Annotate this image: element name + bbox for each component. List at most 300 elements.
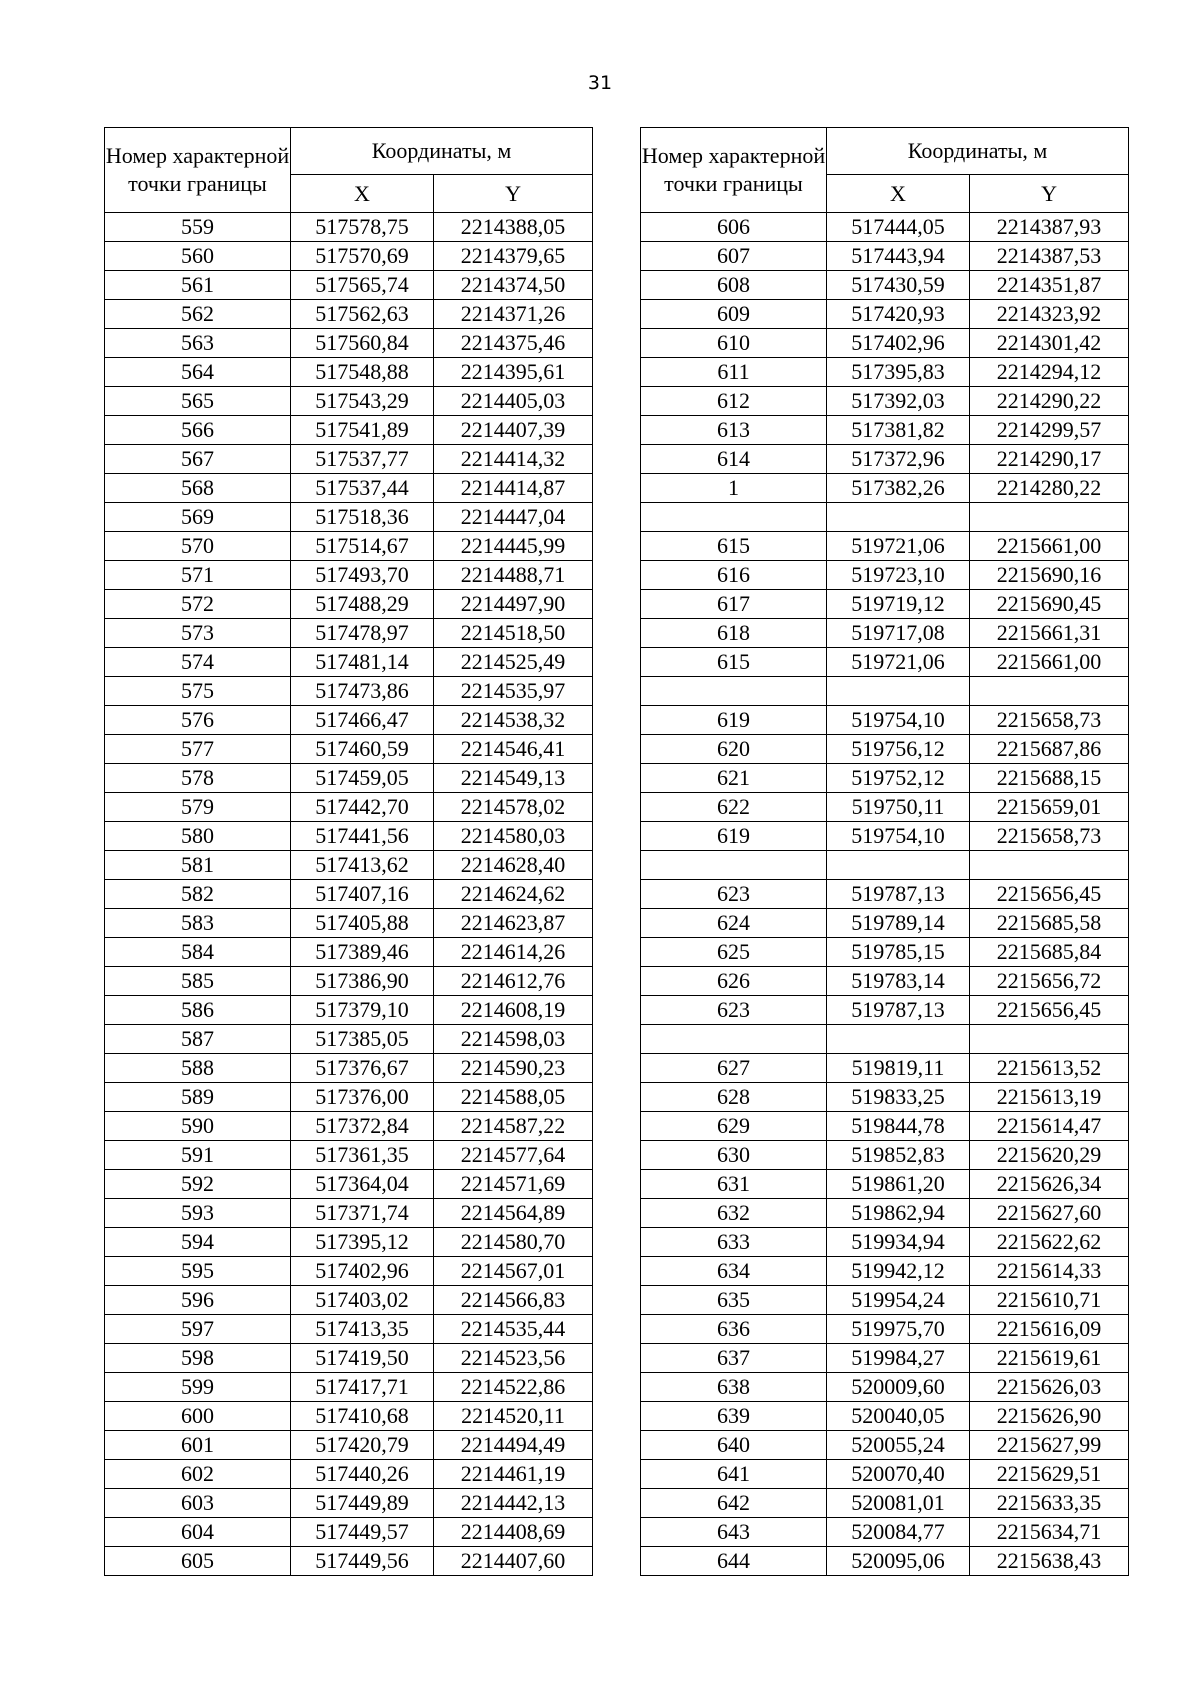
table-row [641, 619, 1129, 648]
y-coordinate-cell: 2215614,47 [970, 1112, 1129, 1141]
table-row [105, 1083, 593, 1112]
y-coordinate-cell: 2214523,56 [434, 1344, 593, 1373]
x-coordinate-cell: 519934,94 [827, 1228, 970, 1257]
y-coordinate-cell: 2214538,32 [434, 706, 593, 735]
column-header-x: X [827, 175, 970, 213]
y-coordinate-cell: 2214580,70 [434, 1228, 593, 1257]
table-body-left [105, 213, 593, 1576]
table-row [641, 1112, 1129, 1141]
x-coordinate-cell: 517392,03 [827, 387, 970, 416]
table-row [641, 1083, 1129, 1112]
point-number-cell: 582 [105, 880, 291, 909]
point-number-cell: 575 [105, 677, 291, 706]
x-coordinate-cell: 517466,47 [291, 706, 434, 735]
table-row [105, 213, 593, 242]
column-header-x: X [291, 175, 434, 213]
x-coordinate-cell: 517562,63 [291, 300, 434, 329]
column-header-point-number: Номер характерной точки границы [105, 128, 291, 213]
x-coordinate-cell: 519819,11 [827, 1054, 970, 1083]
point-number-cell: 592 [105, 1170, 291, 1199]
y-coordinate-cell: 2214488,71 [434, 561, 593, 590]
table-separator-row [641, 1025, 1129, 1054]
x-coordinate-cell: 517413,62 [291, 851, 434, 880]
table-row [641, 445, 1129, 474]
point-number-cell: 568 [105, 474, 291, 503]
x-coordinate-cell: 517518,36 [291, 503, 434, 532]
table-row [641, 735, 1129, 764]
table-row [105, 1228, 593, 1257]
point-number-cell: 624 [641, 909, 827, 938]
x-coordinate-cell: 517443,94 [827, 242, 970, 271]
y-coordinate-cell: 2214408,69 [434, 1518, 593, 1547]
point-number-cell: 616 [641, 561, 827, 590]
point-number-cell: 633 [641, 1228, 827, 1257]
point-number-cell: 628 [641, 1083, 827, 1112]
point-number-cell: 596 [105, 1286, 291, 1315]
y-coordinate-cell: 2214387,93 [970, 213, 1129, 242]
y-coordinate-cell: 2214351,87 [970, 271, 1129, 300]
table-row [641, 271, 1129, 300]
point-number-cell: 576 [105, 706, 291, 735]
x-coordinate-cell: 517385,05 [291, 1025, 434, 1054]
y-coordinate-cell: 2215626,34 [970, 1170, 1129, 1199]
y-coordinate-cell: 2214445,99 [434, 532, 593, 561]
point-number-cell: 570 [105, 532, 291, 561]
x-coordinate-cell [827, 677, 970, 706]
column-header-y: Y [434, 175, 593, 213]
table-row [641, 1518, 1129, 1547]
y-coordinate-cell: 2214525,49 [434, 648, 593, 677]
y-coordinate-cell: 2215690,16 [970, 561, 1129, 590]
point-number-cell: 563 [105, 329, 291, 358]
y-coordinate-cell: 2214290,17 [970, 445, 1129, 474]
point-number-cell [641, 503, 827, 532]
table-row [641, 1199, 1129, 1228]
point-number-cell: 581 [105, 851, 291, 880]
point-number-cell: 595 [105, 1257, 291, 1286]
x-coordinate-cell: 519754,10 [827, 706, 970, 735]
y-coordinate-cell: 2215629,51 [970, 1460, 1129, 1489]
point-number-cell: 584 [105, 938, 291, 967]
table-row [105, 1025, 593, 1054]
x-coordinate-cell: 517430,59 [827, 271, 970, 300]
y-coordinate-cell: 2214494,49 [434, 1431, 593, 1460]
y-coordinate-cell: 2214290,22 [970, 387, 1129, 416]
x-coordinate-cell: 517442,70 [291, 793, 434, 822]
x-coordinate-cell: 517449,56 [291, 1547, 434, 1576]
table-row [641, 416, 1129, 445]
point-number-cell: 611 [641, 358, 827, 387]
table-row [105, 996, 593, 1025]
x-coordinate-cell: 517379,10 [291, 996, 434, 1025]
point-number-cell: 569 [105, 503, 291, 532]
y-coordinate-cell: 2214549,13 [434, 764, 593, 793]
point-number-cell: 626 [641, 967, 827, 996]
x-coordinate-cell: 517444,05 [827, 213, 970, 242]
y-coordinate-cell [970, 677, 1129, 706]
table-row [105, 387, 593, 416]
table-row [105, 1344, 593, 1373]
x-coordinate-cell: 517381,82 [827, 416, 970, 445]
y-coordinate-cell: 2215685,58 [970, 909, 1129, 938]
point-number-cell: 599 [105, 1373, 291, 1402]
y-coordinate-cell [970, 851, 1129, 880]
x-coordinate-cell: 517537,44 [291, 474, 434, 503]
table-row [105, 1518, 593, 1547]
table-row [641, 590, 1129, 619]
point-number-cell: 573 [105, 619, 291, 648]
x-coordinate-cell: 519723,10 [827, 561, 970, 590]
y-coordinate-cell: 2215614,33 [970, 1257, 1129, 1286]
x-coordinate-cell: 517372,96 [827, 445, 970, 474]
point-number-cell: 607 [641, 242, 827, 271]
table-row [105, 1170, 593, 1199]
point-number-cell: 639 [641, 1402, 827, 1431]
table-row [641, 938, 1129, 967]
table-row [641, 967, 1129, 996]
x-coordinate-cell [827, 503, 970, 532]
table-row [105, 1373, 593, 1402]
table-row [105, 909, 593, 938]
y-coordinate-cell: 2215656,45 [970, 996, 1129, 1025]
y-coordinate-cell: 2214578,02 [434, 793, 593, 822]
point-number-cell: 623 [641, 880, 827, 909]
point-number-cell: 625 [641, 938, 827, 967]
point-number-cell: 632 [641, 1199, 827, 1228]
x-coordinate-cell: 517382,26 [827, 474, 970, 503]
point-number-cell: 559 [105, 213, 291, 242]
y-coordinate-cell: 2214546,41 [434, 735, 593, 764]
point-number-cell: 619 [641, 822, 827, 851]
point-number-cell: 617 [641, 590, 827, 619]
y-coordinate-cell: 2214587,22 [434, 1112, 593, 1141]
point-number-cell: 586 [105, 996, 291, 1025]
y-coordinate-cell: 2215620,29 [970, 1141, 1129, 1170]
y-coordinate-cell: 2214294,12 [970, 358, 1129, 387]
table-row [105, 938, 593, 967]
point-number-cell: 619 [641, 706, 827, 735]
x-coordinate-cell: 517389,46 [291, 938, 434, 967]
y-coordinate-cell: 2214564,89 [434, 1199, 593, 1228]
table-row [105, 1489, 593, 1518]
x-coordinate-cell: 517386,90 [291, 967, 434, 996]
x-coordinate-cell: 517481,14 [291, 648, 434, 677]
table-row [105, 1141, 593, 1170]
table-body-right [641, 213, 1129, 1576]
y-coordinate-cell: 2214414,32 [434, 445, 593, 474]
column-header-coordinates: Координаты, м [291, 128, 593, 175]
x-coordinate-cell: 517440,26 [291, 1460, 434, 1489]
y-coordinate-cell: 2215661,00 [970, 648, 1129, 677]
point-number-cell: 613 [641, 416, 827, 445]
table-row [641, 300, 1129, 329]
x-coordinate-cell: 517413,35 [291, 1315, 434, 1344]
point-number-cell: 620 [641, 735, 827, 764]
y-coordinate-cell: 2215613,19 [970, 1083, 1129, 1112]
x-coordinate-cell [827, 1025, 970, 1054]
x-coordinate-cell: 517478,97 [291, 619, 434, 648]
x-coordinate-cell: 520081,01 [827, 1489, 970, 1518]
x-coordinate-cell: 517460,59 [291, 735, 434, 764]
x-coordinate-cell: 517420,79 [291, 1431, 434, 1460]
y-coordinate-cell: 2215627,99 [970, 1431, 1129, 1460]
x-coordinate-cell: 517361,35 [291, 1141, 434, 1170]
column-header-y: Y [970, 175, 1129, 213]
table-row [641, 1402, 1129, 1431]
table-row [105, 1315, 593, 1344]
page-number: 31 [587, 72, 613, 94]
y-coordinate-cell: 2214414,87 [434, 474, 593, 503]
x-coordinate-cell: 517441,56 [291, 822, 434, 851]
x-coordinate-cell: 519719,12 [827, 590, 970, 619]
x-coordinate-cell: 517565,74 [291, 271, 434, 300]
y-coordinate-cell: 2215627,60 [970, 1199, 1129, 1228]
point-number-cell: 594 [105, 1228, 291, 1257]
point-number-cell: 588 [105, 1054, 291, 1083]
point-number-cell: 636 [641, 1315, 827, 1344]
x-coordinate-cell: 517395,12 [291, 1228, 434, 1257]
x-coordinate-cell: 519721,06 [827, 532, 970, 561]
y-coordinate-cell: 2214371,26 [434, 300, 593, 329]
point-number-cell: 597 [105, 1315, 291, 1344]
point-number-cell: 601 [105, 1431, 291, 1460]
y-coordinate-cell: 2214299,57 [970, 416, 1129, 445]
table-row [105, 242, 593, 271]
x-coordinate-cell: 519862,94 [827, 1199, 970, 1228]
y-coordinate-cell: 2214624,62 [434, 880, 593, 909]
table-row [105, 793, 593, 822]
point-number-cell: 609 [641, 300, 827, 329]
point-number-cell: 618 [641, 619, 827, 648]
table-row [641, 358, 1129, 387]
table-row [105, 822, 593, 851]
point-number-cell: 574 [105, 648, 291, 677]
point-number-cell: 562 [105, 300, 291, 329]
table-row [641, 1344, 1129, 1373]
column-header-point-number: Номер характерной точки границы [641, 128, 827, 213]
y-coordinate-cell: 2214497,90 [434, 590, 593, 619]
x-coordinate-cell: 517376,00 [291, 1083, 434, 1112]
table-row [105, 590, 593, 619]
x-coordinate-cell: 519942,12 [827, 1257, 970, 1286]
table-row [641, 387, 1129, 416]
table-row [641, 1547, 1129, 1576]
point-number-cell: 622 [641, 793, 827, 822]
table-row [641, 793, 1129, 822]
x-coordinate-cell: 517514,67 [291, 532, 434, 561]
y-coordinate-cell: 2214447,04 [434, 503, 593, 532]
x-coordinate-cell: 519787,13 [827, 996, 970, 1025]
y-coordinate-cell: 2214580,03 [434, 822, 593, 851]
x-coordinate-cell: 517420,93 [827, 300, 970, 329]
y-coordinate-cell: 2214566,83 [434, 1286, 593, 1315]
table-row [641, 996, 1129, 1025]
point-number-cell: 623 [641, 996, 827, 1025]
point-number-cell: 587 [105, 1025, 291, 1054]
column-header-coordinates: Координаты, м [827, 128, 1129, 175]
x-coordinate-cell: 517493,70 [291, 561, 434, 590]
point-number-cell: 602 [105, 1460, 291, 1489]
y-coordinate-cell [970, 503, 1129, 532]
table-row [105, 1286, 593, 1315]
x-coordinate-cell: 520040,05 [827, 1402, 970, 1431]
point-number-cell: 567 [105, 445, 291, 474]
point-number-cell: 610 [641, 329, 827, 358]
y-coordinate-cell: 2215656,45 [970, 880, 1129, 909]
point-number-cell: 600 [105, 1402, 291, 1431]
x-coordinate-cell: 517410,68 [291, 1402, 434, 1431]
y-coordinate-cell: 2214407,60 [434, 1547, 593, 1576]
table-row [641, 880, 1129, 909]
x-coordinate-cell: 519984,27 [827, 1344, 970, 1373]
table-row [641, 329, 1129, 358]
table-row [641, 1286, 1129, 1315]
y-coordinate-cell: 2214577,64 [434, 1141, 593, 1170]
y-coordinate-cell: 2214535,44 [434, 1315, 593, 1344]
x-coordinate-cell: 517376,67 [291, 1054, 434, 1083]
x-coordinate-cell: 519833,25 [827, 1083, 970, 1112]
point-number-cell: 608 [641, 271, 827, 300]
y-coordinate-cell: 2214379,65 [434, 242, 593, 271]
table-row [105, 967, 593, 996]
y-coordinate-cell: 2215634,71 [970, 1518, 1129, 1547]
x-coordinate-cell: 517537,77 [291, 445, 434, 474]
y-coordinate-cell: 2215690,45 [970, 590, 1129, 619]
y-coordinate-cell: 2214628,40 [434, 851, 593, 880]
point-number-cell: 641 [641, 1460, 827, 1489]
x-coordinate-cell: 519717,08 [827, 619, 970, 648]
point-number-cell: 578 [105, 764, 291, 793]
point-number-cell [641, 851, 827, 880]
table-row [641, 532, 1129, 561]
table-row [105, 271, 593, 300]
table-row [105, 445, 593, 474]
point-number-cell: 591 [105, 1141, 291, 1170]
x-coordinate-cell: 519756,12 [827, 735, 970, 764]
x-coordinate-cell: 517419,50 [291, 1344, 434, 1373]
point-number-cell: 629 [641, 1112, 827, 1141]
x-coordinate-cell: 517364,04 [291, 1170, 434, 1199]
point-number-cell: 643 [641, 1518, 827, 1547]
x-coordinate-cell: 519954,24 [827, 1286, 970, 1315]
table-row [641, 706, 1129, 735]
x-coordinate-cell: 517570,69 [291, 242, 434, 271]
table-row [105, 880, 593, 909]
point-number-cell: 565 [105, 387, 291, 416]
point-number-cell: 635 [641, 1286, 827, 1315]
table-row [641, 1257, 1129, 1286]
point-number-cell: 621 [641, 764, 827, 793]
table-row [105, 735, 593, 764]
table-row [641, 648, 1129, 677]
point-number-cell: 605 [105, 1547, 291, 1576]
y-coordinate-cell: 2214374,50 [434, 271, 593, 300]
y-coordinate-cell: 2215661,00 [970, 532, 1129, 561]
x-coordinate-cell: 520095,06 [827, 1547, 970, 1576]
table-row [105, 1547, 593, 1576]
x-coordinate-cell: 517402,96 [827, 329, 970, 358]
y-coordinate-cell: 2214442,13 [434, 1489, 593, 1518]
y-coordinate-cell: 2214612,76 [434, 967, 593, 996]
table-row [641, 822, 1129, 851]
point-number-cell [641, 1025, 827, 1054]
x-coordinate-cell: 517488,29 [291, 590, 434, 619]
y-coordinate-cell: 2215622,62 [970, 1228, 1129, 1257]
y-coordinate-cell: 2214375,46 [434, 329, 593, 358]
x-coordinate-cell: 517372,84 [291, 1112, 434, 1141]
table-row [105, 416, 593, 445]
x-coordinate-cell: 517560,84 [291, 329, 434, 358]
table-row [641, 1489, 1129, 1518]
table-row [105, 474, 593, 503]
table-row [105, 1431, 593, 1460]
x-coordinate-cell: 519721,06 [827, 648, 970, 677]
y-coordinate-cell: 2215658,73 [970, 822, 1129, 851]
y-coordinate-cell: 2215613,52 [970, 1054, 1129, 1083]
table-row [641, 1460, 1129, 1489]
x-coordinate-cell: 519750,11 [827, 793, 970, 822]
x-coordinate-cell: 519852,83 [827, 1141, 970, 1170]
point-number-cell: 598 [105, 1344, 291, 1373]
x-coordinate-cell: 519787,13 [827, 880, 970, 909]
x-coordinate-cell: 517543,29 [291, 387, 434, 416]
y-coordinate-cell: 2215661,31 [970, 619, 1129, 648]
x-coordinate-cell: 519785,15 [827, 938, 970, 967]
y-coordinate-cell: 2214520,11 [434, 1402, 593, 1431]
point-number-cell: 637 [641, 1344, 827, 1373]
y-coordinate-cell: 2214571,69 [434, 1170, 593, 1199]
point-number-cell: 644 [641, 1547, 827, 1576]
point-number-cell: 615 [641, 532, 827, 561]
x-coordinate-cell: 517578,75 [291, 213, 434, 242]
point-number-cell: 593 [105, 1199, 291, 1228]
y-coordinate-cell: 2215626,03 [970, 1373, 1129, 1402]
y-coordinate-cell: 2214301,42 [970, 329, 1129, 358]
x-coordinate-cell [827, 851, 970, 880]
table-separator-row [641, 677, 1129, 706]
y-coordinate-cell: 2215610,71 [970, 1286, 1129, 1315]
y-coordinate-cell: 2215626,90 [970, 1402, 1129, 1431]
point-number-cell: 640 [641, 1431, 827, 1460]
table-row [105, 648, 593, 677]
y-coordinate-cell: 2214614,26 [434, 938, 593, 967]
table-row [641, 213, 1129, 242]
x-coordinate-cell: 517417,71 [291, 1373, 434, 1402]
table-row [105, 1460, 593, 1489]
table-row [641, 1431, 1129, 1460]
table-row [105, 503, 593, 532]
point-number-cell: 566 [105, 416, 291, 445]
table-row [641, 242, 1129, 271]
table-row [105, 1257, 593, 1286]
table-row [641, 1054, 1129, 1083]
y-coordinate-cell: 2214567,01 [434, 1257, 593, 1286]
point-number-cell: 627 [641, 1054, 827, 1083]
x-coordinate-cell: 519844,78 [827, 1112, 970, 1141]
point-number-cell: 564 [105, 358, 291, 387]
y-coordinate-cell: 2214407,39 [434, 416, 593, 445]
y-coordinate-cell: 2215616,09 [970, 1315, 1129, 1344]
y-coordinate-cell: 2215659,01 [970, 793, 1129, 822]
x-coordinate-cell: 519789,14 [827, 909, 970, 938]
x-coordinate-cell: 517473,86 [291, 677, 434, 706]
point-number-cell: 631 [641, 1170, 827, 1199]
point-number-cell: 561 [105, 271, 291, 300]
table-separator-row [641, 503, 1129, 532]
coordinates-table-left [104, 127, 593, 1576]
point-number-cell: 615 [641, 648, 827, 677]
y-coordinate-cell: 2215688,15 [970, 764, 1129, 793]
